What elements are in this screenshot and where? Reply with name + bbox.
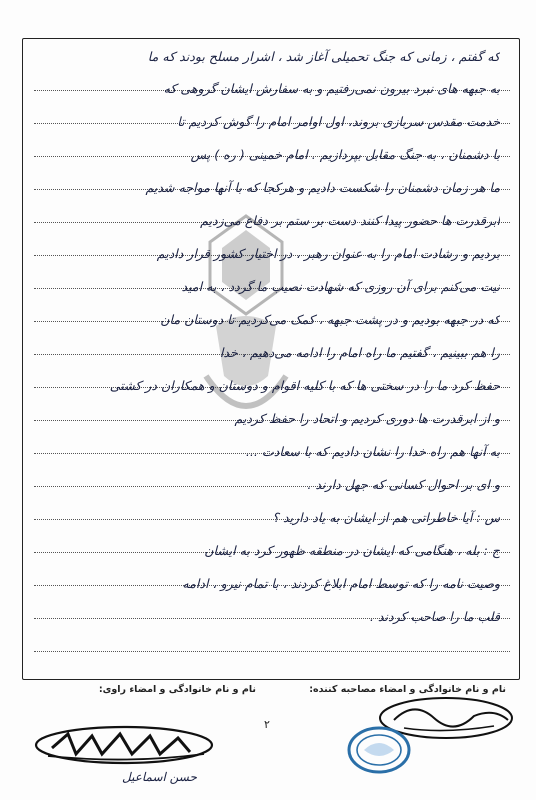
handwritten-line: با دشمنان ، به جنگ مقابل بپردازیم . امام خمینی ( ره ) پس	[190, 147, 500, 162]
handwritten-line: را هم ببینیم ، گفتیم ما راه امام را ادامه می‌دهیم ، خدا	[219, 345, 500, 360]
page-number: ۲	[264, 718, 270, 731]
narrator-signature-label: نام و نام خانوادگی و امضاء راوی:	[98, 684, 256, 695]
handwritten-line: و از ابرقدرت ها دوری کردیم و اتحاد را حفظ کردیم	[234, 411, 500, 426]
handwritten-line: س : آیا خاطراتی هم از ایشان به یاد دارید ؟	[272, 510, 500, 525]
handwritten-line: به آنها هم راه خدا را نشان دادیم که با سعادت ...	[245, 444, 500, 459]
interviewer-signature-label: نام و نام خانوادگی و امضاء مصاحبه کننده:	[309, 684, 506, 695]
handwritten-line: ما هر زمان دشمنان را شکست دادیم و هرکجا که با آنها مواجه شدیم	[145, 180, 500, 195]
handwritten-line: و ای بر احوال کسانی که جهل دارند .	[307, 477, 500, 492]
handwritten-line: که در جبهه بودیم و در پشت جبهه ، کمک می‌کردیم تا دوستان مان	[160, 312, 500, 327]
dotted-rule	[34, 651, 510, 652]
handwritten-line: بردیم و رشادت امام را به عنوان رهبر ، در اختیار کشور قرار دادیم	[156, 246, 500, 261]
handwritten-line: قلب ما را صاحب کردند .	[369, 609, 500, 624]
official-stamp	[346, 724, 412, 776]
narrator-signature	[28, 720, 228, 770]
handwritten-line: ابرقدرت ها حضور پیدا کنند دست بر ستم بر دفاع می‌زدیم	[200, 213, 500, 228]
handwritten-line: به جبهه های نبرد بیرون نمی‌رفتیم و به سفارش ایشان گروهی که	[163, 81, 500, 96]
handwritten-line: خدمت مقدس سربازی بروند، اول اوامر امام را گوش کردیم تا	[177, 114, 500, 129]
handwritten-line: حفظ کرد ما را در سختی ها که با کلیه اقوام و دوستان و همکاران در کشتی	[109, 378, 500, 393]
narrator-handwritten-name: حسن اسماعیل	[122, 770, 197, 784]
handwritten-line: نیت می‌کنم برای آن روزی که شهادت نصیب ما گردد ، به امید	[181, 279, 500, 294]
handwritten-line: که گفتم ، زمانی که جنگ تحمیلی آغاز شد ، اشرار مسلح بودند که ما	[147, 49, 500, 64]
handwritten-line: وصیت نامه را که توسط امام ابلاغ کردند ، با تمام نیرو ، ادامه	[182, 576, 500, 591]
handwritten-line: ج : بله ، هنگامی که ایشان در منطقه ظهور کرد به ایشان	[204, 543, 500, 558]
